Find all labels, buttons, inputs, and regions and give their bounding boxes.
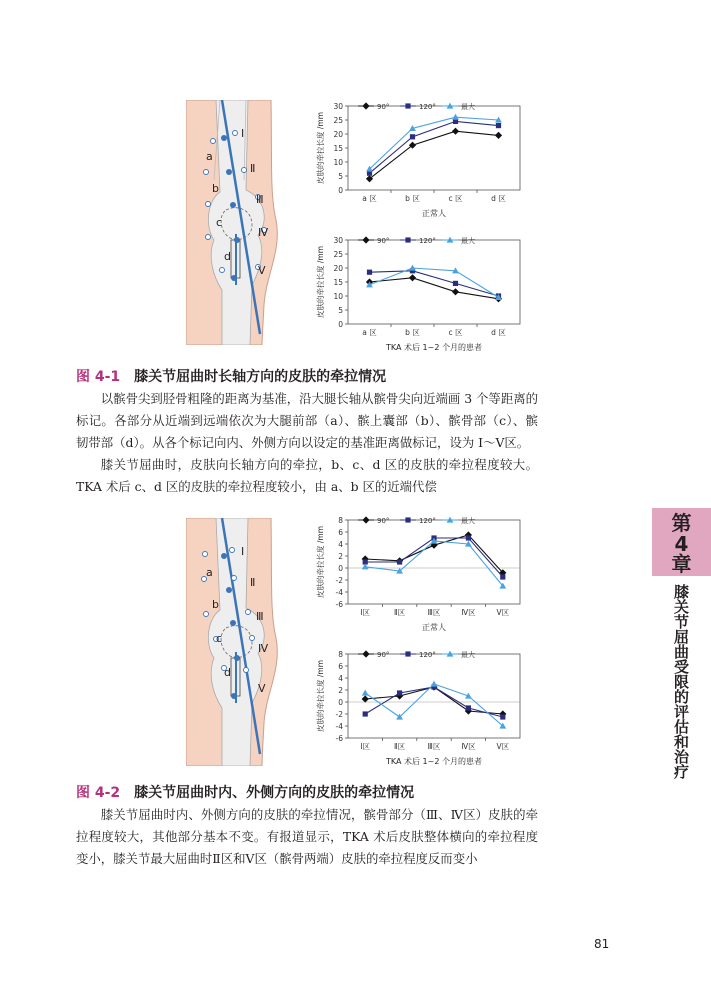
- zone-label-V: Ⅴ: [258, 682, 266, 695]
- x-category-label: Ⅱ区: [393, 608, 406, 617]
- series-line: [370, 268, 499, 297]
- y-tick-label: 20: [333, 264, 343, 273]
- part-label-d: d: [224, 666, 231, 679]
- chapter-tab-line2: 4: [674, 532, 689, 556]
- figure1-title-text: 膝关节屈曲时长轴方向的皮肤的牵拉情况: [134, 369, 387, 385]
- x-category-label: a 区: [362, 328, 377, 337]
- x-axis-label: 正常人: [422, 209, 446, 218]
- data-point: [496, 123, 501, 128]
- y-tick-label: 2: [338, 686, 343, 695]
- legend-marker: [405, 103, 410, 108]
- legend-label: 90°: [377, 517, 390, 525]
- y-tick-label: 8: [338, 650, 343, 659]
- y-tick-label: -2: [335, 710, 343, 719]
- legend-label: 最大: [461, 517, 475, 525]
- data-point: [453, 281, 458, 286]
- x-category-label: b 区: [405, 328, 420, 337]
- y-tick-label: -6: [335, 600, 343, 609]
- y-tick-label: 6: [338, 662, 343, 671]
- y-tick-label: -2: [335, 576, 343, 585]
- y-tick-label: 25: [333, 250, 343, 259]
- zone-label-I: Ⅰ: [241, 127, 245, 140]
- legend-marker: [362, 650, 369, 657]
- chart-normal-longitudinal: [314, 98, 526, 222]
- zone-label-III: Ⅲ: [256, 610, 264, 623]
- legend-label: 最大: [461, 651, 475, 659]
- legend-marker: [405, 237, 410, 242]
- y-tick-label: -4: [335, 722, 343, 731]
- part-label-a: a: [206, 150, 213, 163]
- x-category-label: Ⅰ区: [360, 742, 371, 751]
- part-label-c: c: [216, 632, 223, 645]
- legend: [358, 650, 475, 659]
- figure1-title: [76, 366, 386, 386]
- paragraph-3: 膝关节屈曲时内、外侧方向的皮肤的牵拉情况，髌骨部分（Ⅲ、Ⅳ区）皮肤的牵拉程度较大，其他部分基本不变。有报道显示，TKA 术后皮肤整体横向的牵拉程度变小，膝关节最大屈曲时Ⅱ区和Ⅴ区（髌骨两端）皮肤的牵拉程度反而变小: [76, 807, 538, 866]
- y-tick-label: 6: [338, 528, 343, 537]
- y-tick-label: 30: [333, 236, 343, 245]
- figure1-leg-illustration: [186, 100, 286, 345]
- data-point: [362, 690, 369, 696]
- x-category-label: d 区: [491, 194, 506, 203]
- legend-marker: [405, 517, 410, 522]
- part-label-d: d: [224, 250, 231, 263]
- legend-label: 90°: [377, 237, 390, 245]
- y-tick-label: 10: [333, 158, 343, 167]
- zone-label-IV: Ⅳ: [258, 642, 269, 655]
- data-point: [409, 265, 416, 271]
- series-line: [365, 687, 503, 714]
- x-category-label: a 区: [362, 194, 377, 203]
- y-axis-label: 皮肤的牵拉长度 /mm: [316, 525, 325, 599]
- y-tick-label: 0: [338, 698, 343, 707]
- legend: [358, 516, 475, 525]
- x-category-label: Ⅳ区: [461, 742, 476, 751]
- page-number: 81: [594, 937, 610, 951]
- chapter-tab: [652, 508, 711, 576]
- data-point: [495, 132, 502, 139]
- series-line: [370, 117, 499, 169]
- chart-tka-lateral: [314, 646, 526, 768]
- x-category-label: Ⅴ区: [496, 608, 510, 617]
- legend-marker: [405, 651, 410, 656]
- y-tick-label: 5: [338, 172, 343, 181]
- data-point: [452, 288, 459, 295]
- x-category-label: Ⅲ区: [427, 608, 441, 617]
- legend-marker: [362, 516, 369, 523]
- series-line: [370, 131, 499, 179]
- y-tick-label: 10: [333, 292, 343, 301]
- y-tick-label: 30: [333, 102, 343, 111]
- y-tick-label: 5: [338, 306, 343, 315]
- x-category-label: b 区: [405, 194, 420, 203]
- figure2-leg-illustration: [186, 518, 286, 766]
- y-tick-label: 15: [333, 278, 343, 287]
- chapter-tab-line1: 第: [671, 511, 692, 535]
- y-tick-label: 8: [338, 516, 343, 525]
- chart-normal-lateral: [314, 512, 526, 636]
- series-line: [370, 271, 499, 296]
- y-tick-label: 20: [333, 130, 343, 139]
- part-label-b: b: [212, 182, 219, 195]
- legend-marker: [362, 236, 369, 243]
- chapter-title: 膝关节屈曲受限的评估和治疗: [672, 584, 690, 779]
- legend-marker: [362, 102, 369, 109]
- plot-frame: [348, 106, 520, 190]
- y-tick-label: 25: [333, 116, 343, 125]
- legend: [358, 236, 475, 245]
- data-point: [410, 134, 415, 139]
- data-point: [397, 559, 402, 564]
- x-category-label: Ⅴ区: [496, 742, 510, 751]
- chart-tka-longitudinal: [314, 232, 526, 354]
- x-axis-label: TKA 术后 1~2 个月的患者: [386, 757, 482, 766]
- part-label-c: c: [216, 216, 223, 229]
- x-category-label: c 区: [448, 328, 463, 337]
- data-point: [431, 681, 438, 687]
- legend-label: 120°: [419, 237, 436, 245]
- y-axis-label: 皮肤的牵拉长度 /mm: [316, 659, 325, 733]
- x-category-label: Ⅳ区: [461, 608, 476, 617]
- data-point: [362, 695, 369, 702]
- figure2-title-text: 膝关节屈曲时内、外侧方向的皮肤的牵拉情况: [134, 785, 415, 801]
- legend-label: 120°: [419, 651, 436, 659]
- figure2-number: 图 4-2: [76, 785, 121, 801]
- x-category-label: Ⅲ区: [427, 742, 441, 751]
- y-tick-label: -6: [335, 734, 343, 743]
- figure1-number: 图 4-1: [76, 369, 121, 385]
- part-label-a: a: [206, 566, 213, 579]
- x-axis-label: 正常人: [422, 623, 446, 632]
- part-label-b: b: [212, 598, 219, 611]
- data-point: [466, 705, 471, 710]
- zone-label-I: Ⅰ: [241, 545, 245, 558]
- data-point: [452, 128, 459, 135]
- paragraph-2: 膝关节屈曲时，皮肤向长轴方向的牵拉，b、c、d 区的皮肤的牵拉程度较大。TKA 术后 c、d 区的皮肤的牵拉程度较小，由 a、b 区的近端代偿: [76, 457, 538, 494]
- zone-label-IV: Ⅳ: [258, 226, 269, 239]
- x-category-label: Ⅰ区: [360, 608, 371, 617]
- y-tick-label: 0: [338, 320, 343, 329]
- data-point: [500, 574, 505, 579]
- paragraph-1: 以髌骨尖到胫骨粗隆的距离为基准，沿大腿长轴从髌骨尖向近端画 3 个等距离的标记。各部分从近端到远端依次为大腿前部（a）、髌上囊部（b）、髌骨部（c）、髌韧带部（d）。从各个标记向内、外侧方向以设定的基准距离做标记，设为 Ⅰ～Ⅴ区。: [76, 391, 538, 450]
- legend-label: 最大: [461, 237, 475, 245]
- y-tick-label: -4: [335, 588, 343, 597]
- data-point: [466, 535, 471, 540]
- legend-label: 最大: [461, 103, 475, 111]
- x-category-label: c 区: [448, 194, 463, 203]
- data-point: [452, 114, 459, 120]
- y-tick-label: 15: [333, 144, 343, 153]
- zone-label-II: Ⅱ: [250, 576, 256, 589]
- y-tick-label: 2: [338, 552, 343, 561]
- legend-label: 120°: [419, 517, 436, 525]
- series-line: [370, 278, 499, 299]
- y-tick-label: 0: [338, 564, 343, 573]
- legend: [358, 102, 475, 111]
- zone-label-V: Ⅴ: [258, 264, 266, 277]
- x-axis-label: TKA 术后 1~2 个月的患者: [386, 343, 482, 352]
- data-point: [363, 711, 368, 716]
- y-axis-label: 皮肤的牵拉长度 /mm: [316, 245, 325, 319]
- legend-label: 90°: [377, 103, 390, 111]
- series-line: [370, 121, 499, 173]
- x-category-label: d 区: [491, 328, 506, 337]
- data-point: [367, 270, 372, 275]
- data-point: [397, 690, 402, 695]
- y-tick-label: 4: [338, 540, 343, 549]
- plot-frame: [348, 654, 520, 738]
- zone-label-III: Ⅲ: [256, 193, 264, 206]
- data-point: [500, 714, 505, 719]
- x-category-label: Ⅱ区: [393, 742, 406, 751]
- zone-label-II: Ⅱ: [250, 162, 256, 175]
- y-axis-label: 皮肤的牵拉长度 /mm: [316, 111, 325, 185]
- legend-label: 90°: [377, 651, 390, 659]
- data-point: [409, 274, 416, 281]
- legend-label: 120°: [419, 103, 436, 111]
- chapter-tab-line3: 章: [671, 552, 692, 576]
- figure2-title: [76, 782, 414, 802]
- y-tick-label: 0: [338, 186, 343, 195]
- y-tick-label: 4: [338, 674, 343, 683]
